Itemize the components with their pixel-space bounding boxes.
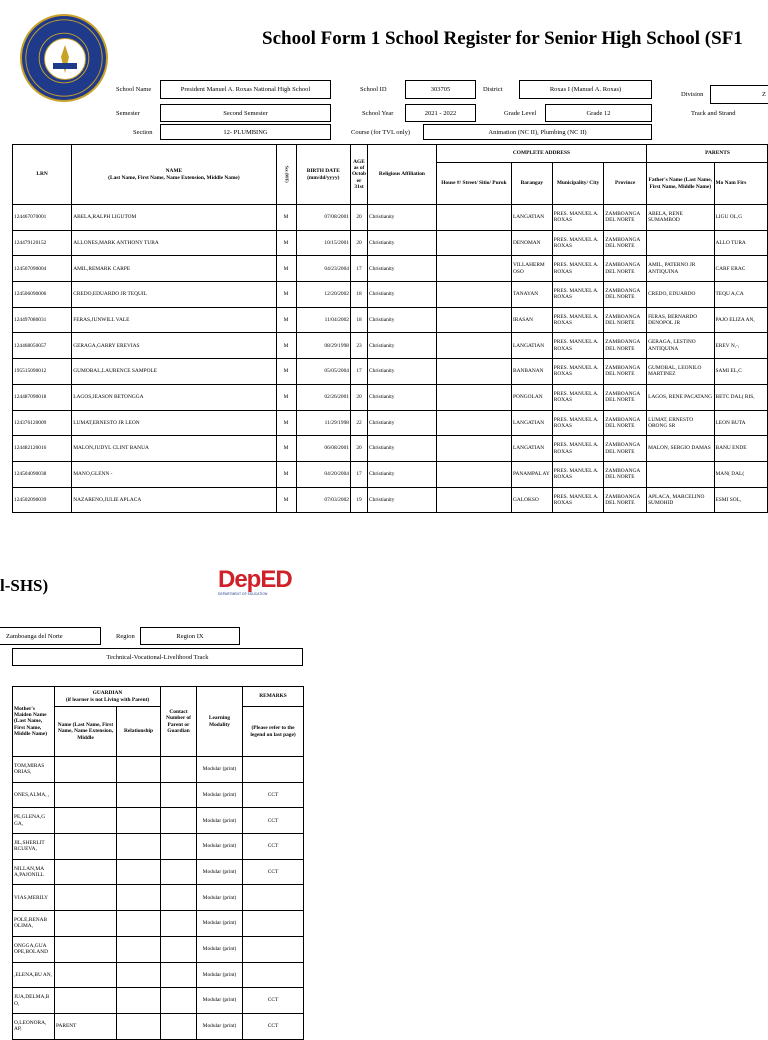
sex-cell: M (276, 384, 296, 410)
col-birth (296, 145, 350, 205)
modality-cell: Modular (print) (197, 808, 243, 834)
modality-cell: Modular (print) (197, 988, 243, 1014)
province-cell: ZAMBOANGA DEL NORTE (604, 230, 647, 256)
col-guardian (55, 687, 161, 707)
modality-cell: Modular (print) (197, 757, 243, 783)
lrn-cell: 124482120016 (13, 436, 72, 462)
municipality-cell: PRES. MANUEL A. ROXAS (552, 230, 603, 256)
col-mother-partial: Mo Nam Firs (714, 163, 767, 205)
guardian-name-cell (55, 782, 117, 808)
barangay-cell: GALOKSO (511, 487, 552, 513)
col-lrn: LRN (13, 145, 72, 205)
guardian-name-cell (55, 962, 117, 988)
contact-cell (161, 1013, 197, 1039)
modality-cell: Modular (print) (197, 859, 243, 885)
col-address: COMPLETE ADDRESS (436, 145, 646, 163)
birth-cell: 04/20/2004 (296, 461, 350, 487)
relationship-cell (117, 1013, 161, 1039)
house-cell (436, 256, 511, 282)
guardian-name-cell: PARENT (55, 1013, 117, 1039)
age-cell: 17 (350, 359, 367, 385)
lrn-cell: 124507090004 (13, 256, 72, 282)
age-cell: 20 (350, 384, 367, 410)
religion-cell: Christianity (368, 436, 437, 462)
mother-cell: ONGGA,GUA OPE,BOLAND (13, 936, 55, 962)
sex-cell: M (276, 436, 296, 462)
track-field: Technical-Vocational-Livelihood Track (12, 648, 303, 666)
col-house: House #/ Street/ Sitio/ Purok (436, 163, 511, 205)
house-cell (436, 307, 511, 333)
table-row (13, 962, 304, 988)
municipality-cell: PRES. MANUEL A. ROXAS (552, 410, 603, 436)
mother-partial-cell: LEON BUTA (714, 410, 767, 436)
col-father: Father's Name (Last Name, First Name, Middle Name) (647, 163, 714, 205)
father-cell: FERAS, BERNARDO DENOPOL JR (647, 307, 714, 333)
mother-partial-cell: SAMI EL,C (714, 359, 767, 385)
contact-cell (161, 911, 197, 937)
table-row (13, 205, 768, 231)
modality-cell: Modular (print) (197, 911, 243, 937)
father-cell (647, 461, 714, 487)
religion-cell: Christianity (368, 384, 437, 410)
province-cell: ZAMBOANGA DEL NORTE (604, 487, 647, 513)
house-cell (436, 359, 511, 385)
relationship-cell (117, 885, 161, 911)
col-sex-text: Sex (M/F) (284, 165, 290, 183)
province-cell: ZAMBOANGA DEL NORTE (604, 410, 647, 436)
school-id-label: School ID (360, 86, 387, 93)
religion-cell: Christianity (368, 205, 437, 231)
house-cell (436, 282, 511, 308)
house-cell (436, 333, 511, 359)
mother-cell: JUA,DELMA,B O, (13, 988, 55, 1014)
table-row (13, 410, 768, 436)
course-field: Animation (NC II), Plumbing (NC II) (423, 124, 652, 140)
barangay-cell: TANAYAN (511, 282, 552, 308)
contact-cell (161, 782, 197, 808)
mother-cell: POLE,RENAB OLIMA, (13, 911, 55, 937)
relationship-cell (117, 962, 161, 988)
deped-logo (218, 566, 294, 604)
barangay-cell: LANGATIAN (511, 205, 552, 231)
mother-partial-cell: TEQU A,CA (714, 282, 767, 308)
guardian-name-cell (55, 911, 117, 937)
grade-level-field: Grade 12 (545, 104, 652, 122)
father-cell: GUMOBAL, LEONILO MARTINEZ (647, 359, 714, 385)
table-row (13, 782, 304, 808)
name-cell: MALON,JUDYL CLINT BANUA (72, 436, 276, 462)
deped-brand-subtext: DEPARTMENT OF EDUCATION (218, 592, 268, 596)
religion-cell: Christianity (368, 461, 437, 487)
municipality-cell: PRES. MANUEL A. ROXAS (552, 436, 603, 462)
municipality-cell: PRES. MANUEL A. ROXAS (552, 359, 603, 385)
grade-level-label: Grade Level (504, 110, 537, 117)
mother-cell: PE,GLENA,G GA, (13, 808, 55, 834)
col-contact: Contact Number of Parent or Guardian (161, 687, 197, 757)
age-cell: 17 (350, 256, 367, 282)
birth-cell: 06/08/2001 (296, 436, 350, 462)
modality-cell: Modular (print) (197, 962, 243, 988)
section-field: 12- PLUMBING (160, 124, 331, 140)
name-cell: NAZARENO,JULIE APLACA (72, 487, 276, 513)
relationship-cell (117, 988, 161, 1014)
table-row (13, 282, 768, 308)
guardian-name-cell (55, 834, 117, 860)
relationship-cell (117, 834, 161, 860)
mother-cell: O,LEONORA, AP, (13, 1013, 55, 1039)
course-label: Course (for TVL only) (351, 129, 411, 136)
remarks-cell: CCT (243, 808, 304, 834)
semester-field: Second Semester (160, 104, 331, 122)
remarks-cell (243, 885, 304, 911)
municipality-cell: PRES. MANUEL A. ROXAS (552, 205, 603, 231)
religion-cell: Christianity (368, 230, 437, 256)
municipality-cell: PRES. MANUEL A. ROXAS (552, 461, 603, 487)
father-cell: APLACA, MARCELINO SUMOHID (647, 487, 714, 513)
house-cell (436, 461, 511, 487)
guardian-name-cell (55, 757, 117, 783)
province-cell: ZAMBOANGA DEL NORTE (604, 282, 647, 308)
birth-cell: 07/08/2001 (296, 205, 350, 231)
father-cell: LUMAT, ERNESTO ORONG SR (647, 410, 714, 436)
barangay-cell: LANGATIAN (511, 436, 552, 462)
col-birth-title: BIRTH DATE (306, 168, 340, 175)
table-row (13, 359, 768, 385)
guardian-name-cell (55, 936, 117, 962)
remarks-cell (243, 936, 304, 962)
col-sex (276, 145, 296, 205)
section-label: Section (133, 129, 153, 136)
table-row (13, 859, 304, 885)
mother-cell: VIAS,MERILY (13, 885, 55, 911)
house-cell (436, 384, 511, 410)
municipality-cell: PRES. MANUEL A. ROXAS (552, 384, 603, 410)
school-year-field: 2021 - 2022 (405, 104, 476, 122)
name-cell: LAGOS,JEASON BETONGGA (72, 384, 276, 410)
age-cell: 20 (350, 205, 367, 231)
remarks-cell: CCT (243, 834, 304, 860)
school-id-field: 303705 (405, 80, 476, 99)
modality-cell: Modular (print) (197, 936, 243, 962)
table-row (13, 988, 304, 1014)
lrn-cell: 124479120152 (13, 230, 72, 256)
birth-cell: 11/04/2002 (296, 307, 350, 333)
sex-cell: M (276, 282, 296, 308)
col-parents: PARENTS (647, 145, 768, 163)
birth-cell: 04/23/2004 (296, 256, 350, 282)
province-cell: ZAMBOANGA DEL NORTE (604, 384, 647, 410)
remarks-cell: CCT (243, 859, 304, 885)
table-row (13, 936, 304, 962)
lrn-cell: 124506090006 (13, 282, 72, 308)
col-relationship: Relationship (117, 707, 161, 757)
table-row (13, 487, 768, 513)
division-field-partial: Z (710, 85, 768, 104)
province-cell: ZAMBOANGA DEL NORTE (604, 205, 647, 231)
name-cell: ALLONES,MARK ANTHONY TURA (72, 230, 276, 256)
name-cell: CREDO,EDUARDO JR TEQUIL (72, 282, 276, 308)
barangay-cell: PANAMPAL AY (511, 461, 552, 487)
province-cell: ZAMBOANGA DEL NORTE (604, 436, 647, 462)
house-cell (436, 487, 511, 513)
mother-partial-cell: ALLO TURA (714, 230, 767, 256)
modality-cell: Modular (print) (197, 782, 243, 808)
col-name (72, 145, 276, 205)
father-cell: AMIL, PATERNO JR ANTIQUINA (647, 256, 714, 282)
mother-cell: ,ELENA,BU AN, (13, 962, 55, 988)
division-label: Division (681, 91, 704, 98)
name-cell: GUMOBAL,LAURENCE SAMPOLE (72, 359, 276, 385)
table-row (13, 834, 304, 860)
religion-cell: Christianity (368, 487, 437, 513)
table-row (13, 384, 768, 410)
school-name-field: President Manuel A. Roxas National High School (160, 80, 331, 99)
barangay-cell: BANBANAN (511, 359, 552, 385)
religion-cell: Christianity (368, 282, 437, 308)
lrn-cell: 124497080031 (13, 307, 72, 333)
house-cell (436, 436, 511, 462)
guardian-name-cell (55, 885, 117, 911)
col-guardian-title: GUARDIAN (92, 690, 123, 697)
contact-cell (161, 757, 197, 783)
lrn-cell: 124487090018 (13, 384, 72, 410)
mother-partial-cell: CARF ERAC (714, 256, 767, 282)
mother-partial-cell: MAN( DAL( (714, 461, 767, 487)
table-row (13, 436, 768, 462)
province-cell: ZAMBOANGA DEL NORTE (604, 307, 647, 333)
col-guardian-name: Name (Last Name, First Name, Name Extension, Middle (55, 707, 117, 757)
age-cell: 23 (350, 333, 367, 359)
mother-partial-cell: BANU ENDE (714, 436, 767, 462)
contact-cell (161, 936, 197, 962)
age-cell: 19 (350, 487, 367, 513)
house-cell (436, 230, 511, 256)
barangay-cell: DENOMAN (511, 230, 552, 256)
birth-cell: 11/29/1998 (296, 410, 350, 436)
table-row (13, 1013, 304, 1039)
guardian-name-cell (55, 859, 117, 885)
age-cell: 20 (350, 436, 367, 462)
relationship-cell (117, 757, 161, 783)
religion-cell: Christianity (368, 333, 437, 359)
name-cell: MANO,GLENN - (72, 461, 276, 487)
relationship-cell (117, 859, 161, 885)
remarks-cell (243, 757, 304, 783)
province-cell: ZAMBOANGA DEL NORTE (604, 359, 647, 385)
relationship-cell (117, 808, 161, 834)
barangay-cell: PONGOLAN (511, 384, 552, 410)
father-cell (647, 230, 714, 256)
contact-cell (161, 859, 197, 885)
sex-cell: M (276, 205, 296, 231)
lrn-cell: 124467070001 (13, 205, 72, 231)
region-field: Region IX (140, 627, 240, 645)
district-label: District (483, 86, 503, 93)
sex-cell: M (276, 256, 296, 282)
mother-partial-cell: LIGU OL,G (714, 205, 767, 231)
remarks-cell: CCT (243, 988, 304, 1014)
age-cell: 18 (350, 282, 367, 308)
lrn-cell: 124376120009 (13, 410, 72, 436)
division-field: Zamboanga del Norte (0, 627, 101, 645)
modality-cell: Modular (print) (197, 1013, 243, 1039)
deped-seal-logo (20, 14, 108, 102)
col-birth-sub: (mm/dd/yyyy) (307, 174, 340, 181)
mother-cell: TOM,MIRAS ORIAS, (13, 757, 55, 783)
relationship-cell (117, 911, 161, 937)
col-remarks: REMARKS (243, 687, 304, 707)
guardian-name-cell (55, 808, 117, 834)
contact-cell (161, 808, 197, 834)
sex-cell: M (276, 487, 296, 513)
sex-cell: M (276, 359, 296, 385)
col-age: AGE as of Octob er 31st (350, 145, 367, 205)
barangay-cell: VILLAHERM OSO (511, 256, 552, 282)
birth-cell: 08/29/1998 (296, 333, 350, 359)
col-remarks-sub: (Please refer to the legend on last page) (243, 707, 304, 757)
register-table (12, 144, 768, 513)
table-row (13, 808, 304, 834)
seal-torch-icon (44, 38, 86, 80)
remarks-cell: CCT (243, 1013, 304, 1039)
birth-cell: 12/20/2002 (296, 282, 350, 308)
mother-partial-cell: ESMI SOL, (714, 487, 767, 513)
col-province: Province (604, 163, 647, 205)
barangay-cell: LANGATIAN (511, 333, 552, 359)
lrn-cell: 124502090039 (13, 487, 72, 513)
religion-cell: Christianity (368, 410, 437, 436)
father-cell: LAGOS, RENE PACATANG (647, 384, 714, 410)
col-municipality: Municipality/ City (552, 163, 603, 205)
barangay-cell: IRASAN (511, 307, 552, 333)
deped-brand-text: DepED (218, 566, 292, 593)
school-year-label: School Year (362, 110, 394, 117)
father-cell: ABELA, RENE SUMAMBOD (647, 205, 714, 231)
table-row (13, 461, 768, 487)
table-row (13, 256, 768, 282)
table-row (13, 307, 768, 333)
age-cell: 20 (350, 230, 367, 256)
modality-cell: Modular (print) (197, 834, 243, 860)
col-barangay: Barangay (511, 163, 552, 205)
remarks-cell: CCT (243, 782, 304, 808)
barangay-cell: LANGATIAN (511, 410, 552, 436)
religion-cell: Christianity (368, 307, 437, 333)
name-cell: LUMAT,ERNESTO JR LEON (72, 410, 276, 436)
remarks-cell (243, 962, 304, 988)
sex-cell: M (276, 333, 296, 359)
sex-cell: M (276, 410, 296, 436)
age-cell: 17 (350, 461, 367, 487)
table-row (13, 230, 768, 256)
birth-cell: 02/26/2001 (296, 384, 350, 410)
birth-cell: 10/15/2001 (296, 230, 350, 256)
mother-partial-cell: BETC DAL( RIS, (714, 384, 767, 410)
municipality-cell: PRES. MANUEL A. ROXAS (552, 487, 603, 513)
sex-cell: M (276, 307, 296, 333)
mother-cell: ONES,ALMA, , (13, 782, 55, 808)
col-guardian-sub: (if learner is not Living with Parent) (65, 696, 150, 703)
lrn-cell: 124468050057 (13, 333, 72, 359)
form-title: School Form 1 School Register for Senior High School (SF1 (262, 28, 743, 49)
municipality-cell: PRES. MANUEL A. ROXAS (552, 307, 603, 333)
sex-cell: M (276, 461, 296, 487)
municipality-cell: PRES. MANUEL A. ROXAS (552, 282, 603, 308)
table-row (13, 333, 768, 359)
relationship-cell (117, 936, 161, 962)
religion-cell: Christianity (368, 359, 437, 385)
name-cell: AMIL,REMARK CARPE (72, 256, 276, 282)
relationship-cell (117, 782, 161, 808)
father-cell: MALON, SERGIO DAMAS (647, 436, 714, 462)
father-cell: GERAGA, LESTINO ANTIQUINA (647, 333, 714, 359)
name-cell: GERAGA,GARRY EREVIAS (72, 333, 276, 359)
province-cell: ZAMBOANGA DEL NORTE (604, 461, 647, 487)
col-religion: Religious Affiliation (368, 145, 437, 205)
contact-cell (161, 962, 197, 988)
mother-cell: JIL,SHERLIT RCUEVA, (13, 834, 55, 860)
track-label: Track and Strand (691, 110, 736, 117)
modality-cell: Modular (print) (197, 885, 243, 911)
table-row (13, 757, 304, 783)
lrn-cell: 195515090012 (13, 359, 72, 385)
col-name-sub: (Last Name, First Name, Name Extension, Middle Name) (108, 174, 240, 181)
religion-cell: Christianity (368, 256, 437, 282)
col-name-title: NAME (165, 168, 183, 175)
table-row (13, 911, 304, 937)
col-modality: Learning Modality (197, 687, 243, 757)
province-cell: ZAMBOANGA DEL NORTE (604, 333, 647, 359)
name-cell: FERAS,JUNWILL VALE (72, 307, 276, 333)
house-cell (436, 410, 511, 436)
province-cell: ZAMBOANGA DEL NORTE (604, 256, 647, 282)
semester-label: Semester (116, 110, 140, 117)
school-name-label: School Name (116, 86, 152, 93)
age-cell: 22 (350, 410, 367, 436)
mother-partial-cell: EREV N,-, (714, 333, 767, 359)
birth-cell: 07/03/2002 (296, 487, 350, 513)
municipality-cell: PRES. MANUEL A. ROXAS (552, 256, 603, 282)
birth-cell: 05/05/2004 (296, 359, 350, 385)
father-cell: CREDO, EDUARDO (647, 282, 714, 308)
district-field: Roxas I (Manuel A. Roxas) (519, 80, 652, 99)
register-table-continued (12, 686, 304, 1040)
region-label: Region (116, 633, 135, 640)
guardian-name-cell (55, 988, 117, 1014)
remarks-cell (243, 911, 304, 937)
municipality-cell: PRES. MANUEL A. ROXAS (552, 333, 603, 359)
mother-cell: NILLAN,MA A,PAJONILL (13, 859, 55, 885)
house-cell (436, 205, 511, 231)
sex-cell: M (276, 230, 296, 256)
name-cell: ABELA,RALPH LIGUTOM (72, 205, 276, 231)
mother-partial-cell: PAJO ELIZA AN, (714, 307, 767, 333)
contact-cell (161, 988, 197, 1014)
lrn-cell: 124504090038 (13, 461, 72, 487)
contact-cell (161, 885, 197, 911)
table-row (13, 885, 304, 911)
contact-cell (161, 834, 197, 860)
form-title-continued: l-SHS) (0, 576, 49, 595)
col-mother: Mother's Maiden Name (Last Name, First Name, Middle Name) (13, 687, 55, 757)
age-cell: 18 (350, 307, 367, 333)
